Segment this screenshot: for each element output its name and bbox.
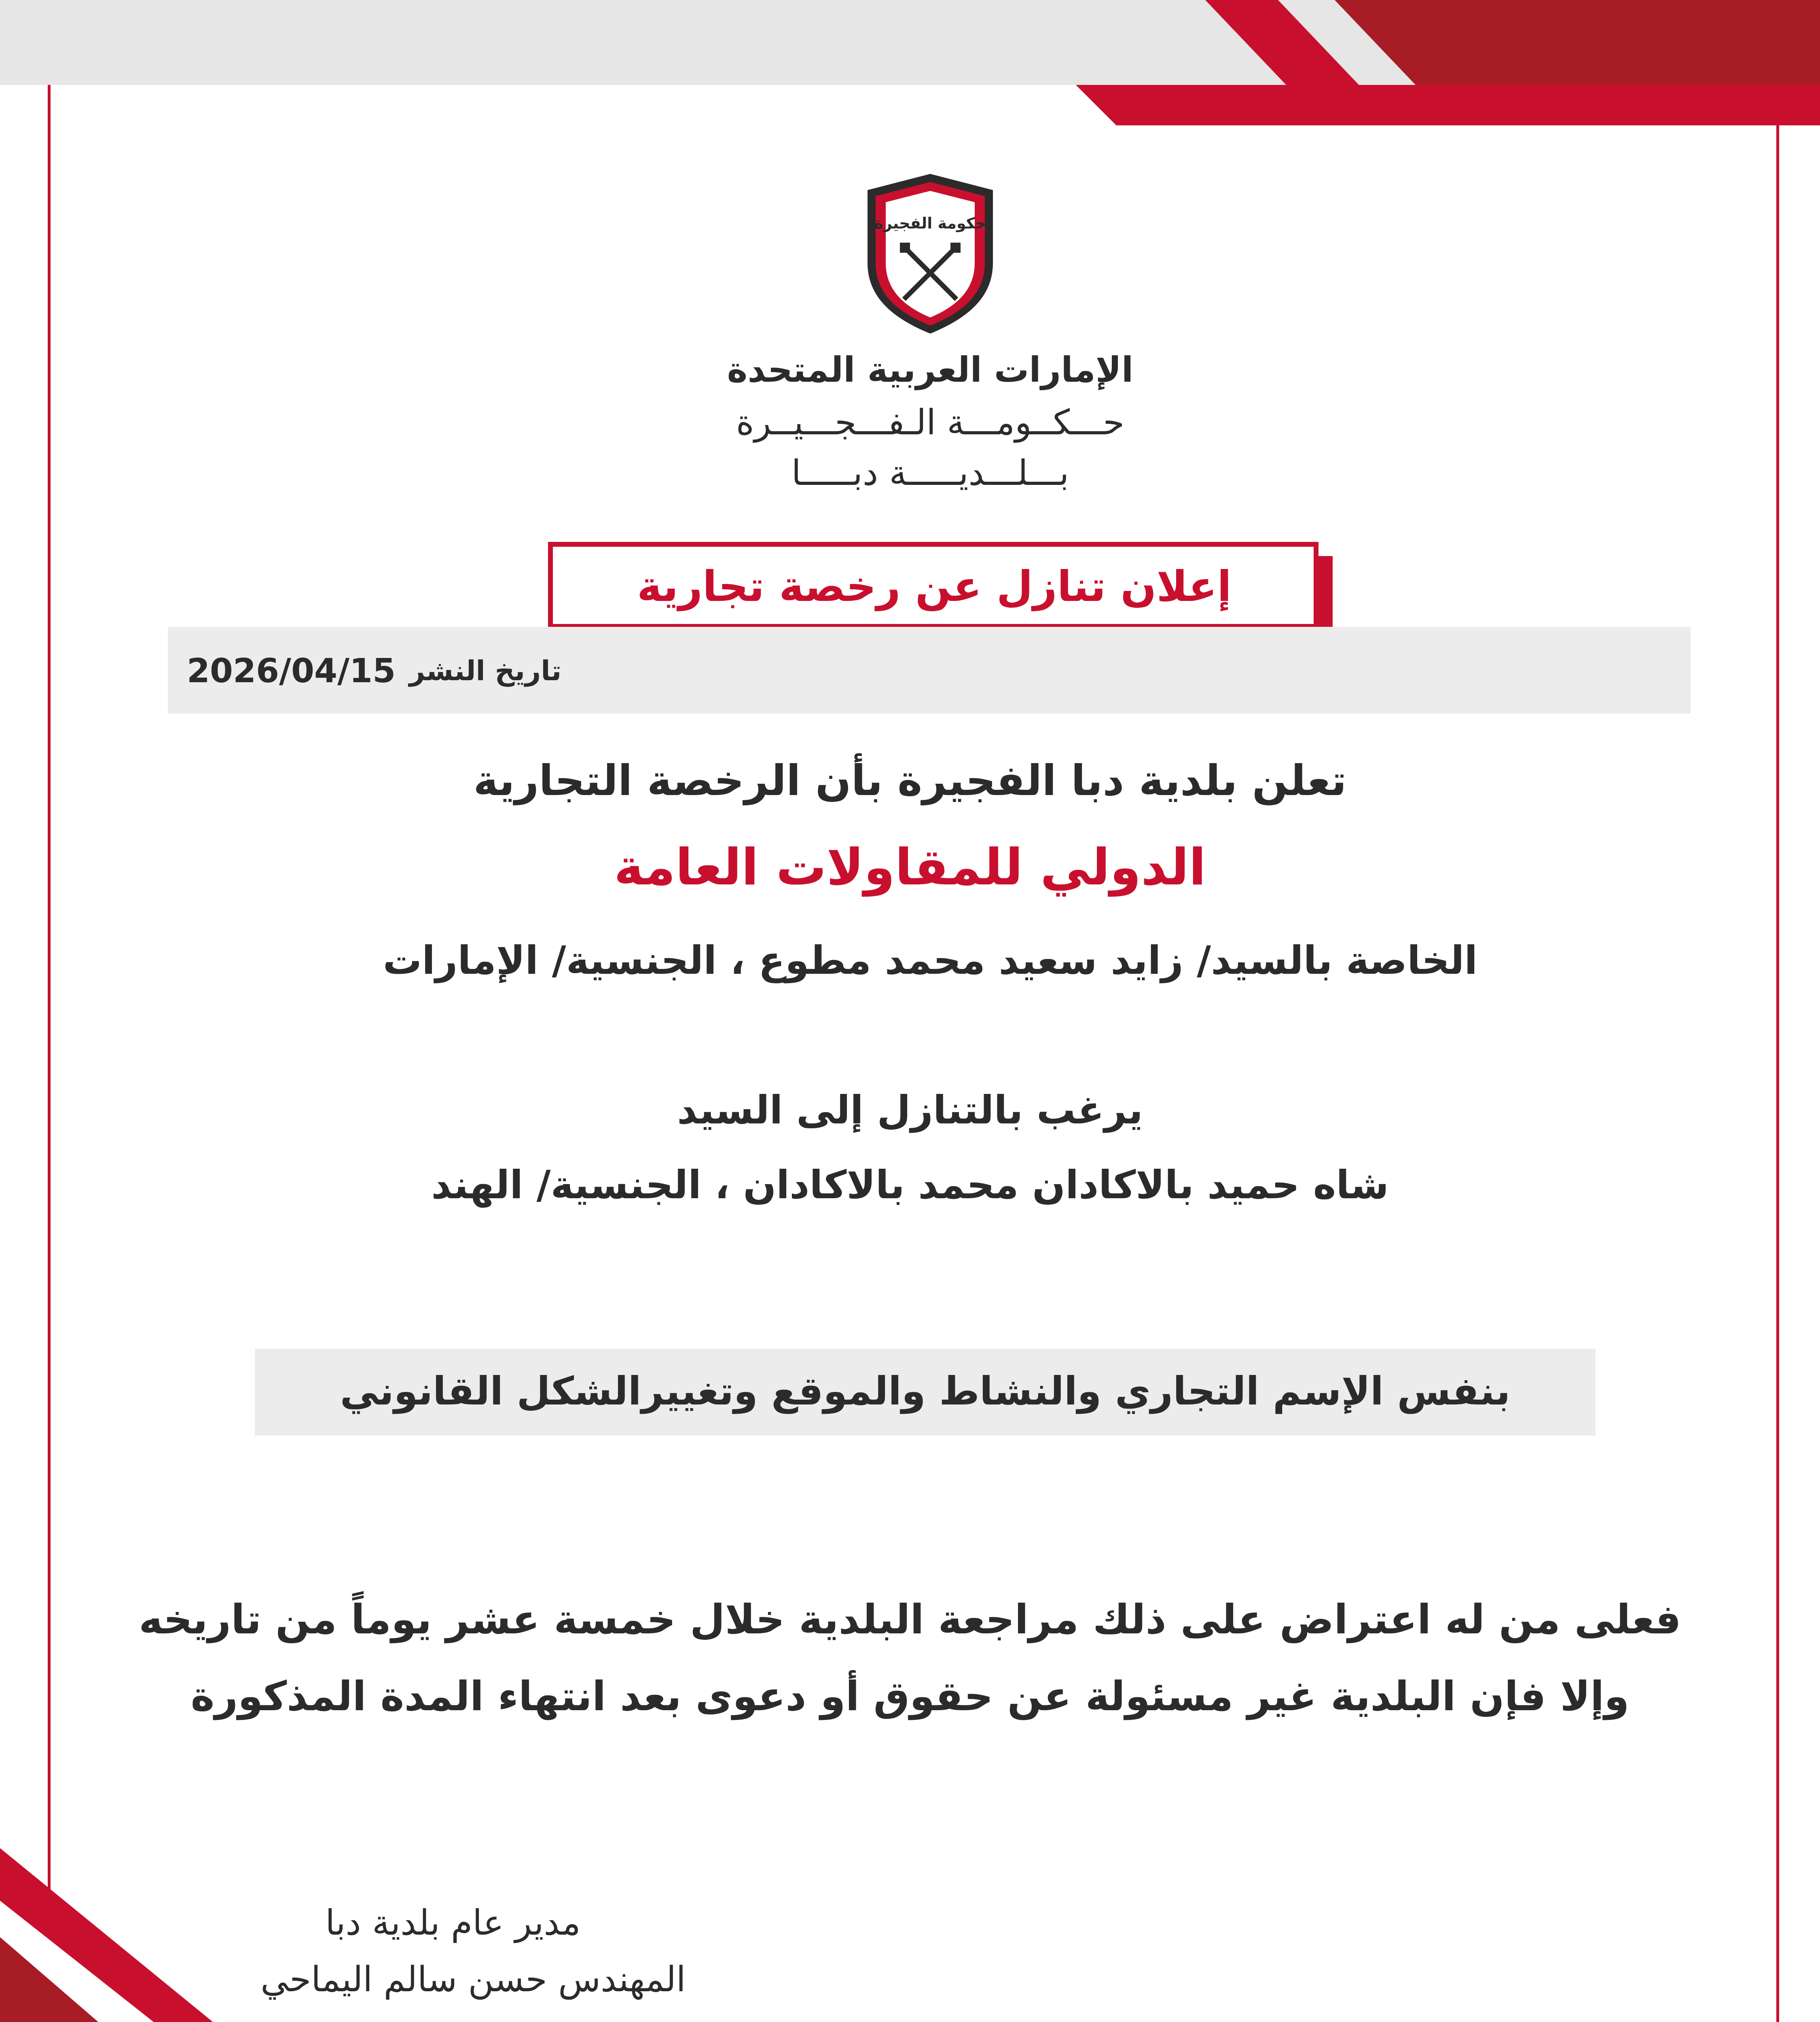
date-value: 2026/04/15 [186, 652, 396, 690]
right-frame-line [1776, 125, 1779, 2022]
owner-line: الخاصة بالسيد/ زايد سعيد محمد مطوع ، الجنسية/ الإمارات [383, 938, 1478, 983]
license-name: الدولي للمقاولات العامة [614, 838, 1206, 897]
notice-title: إعلان تنازل عن رخصة تجارية [637, 562, 1232, 611]
header-municipality: بـــلـــديـــــة دبـــــا [791, 453, 1069, 493]
conditions-text: بنفس الإسم التجاري والنشاط والموقع وتغييرالشكل القانوني [340, 1368, 1511, 1414]
wish-line: يرغب بالتنازل إلى السيد [677, 1087, 1143, 1133]
top-stripe-2 [1335, 0, 1820, 85]
objection-line-2: وإلا فإن البلدية غير مسئولة عن حقوق أو دعوى بعد انتهاء المدة المذكورة [190, 1673, 1630, 1720]
assignee-line: شاه حميد بالاكادان محمد بالاكادان ، الجنسية/ الهند [431, 1162, 1389, 1208]
header-country: الإمارات العربية المتحدة [727, 350, 1134, 390]
signature-name: المهندس حسن سالم اليماحي [260, 1959, 686, 2000]
date-label: تاريخ النشر [409, 655, 562, 687]
top-stripe-3 [1076, 85, 1820, 125]
left-frame-line [48, 85, 51, 1929]
intro-text: تعلن بلدية دبا الفجيرة بأن الرخصة التجارية [473, 756, 1347, 805]
fujairah-shield-emblem [863, 174, 997, 336]
signature-title: مدير عام بلدية دبا [325, 1903, 581, 1943]
objection-line-1: فعلى من له اعتراض على ذلك مراجعة البلدية خلال خمسة عشر يوماً من تاريخه [139, 1596, 1681, 1643]
svg-text:حكومة الفجيرة: حكومة الفجيرة [874, 214, 986, 232]
header-government: حـــكــومـــة الـفـــجـــيــرة [736, 402, 1125, 443]
